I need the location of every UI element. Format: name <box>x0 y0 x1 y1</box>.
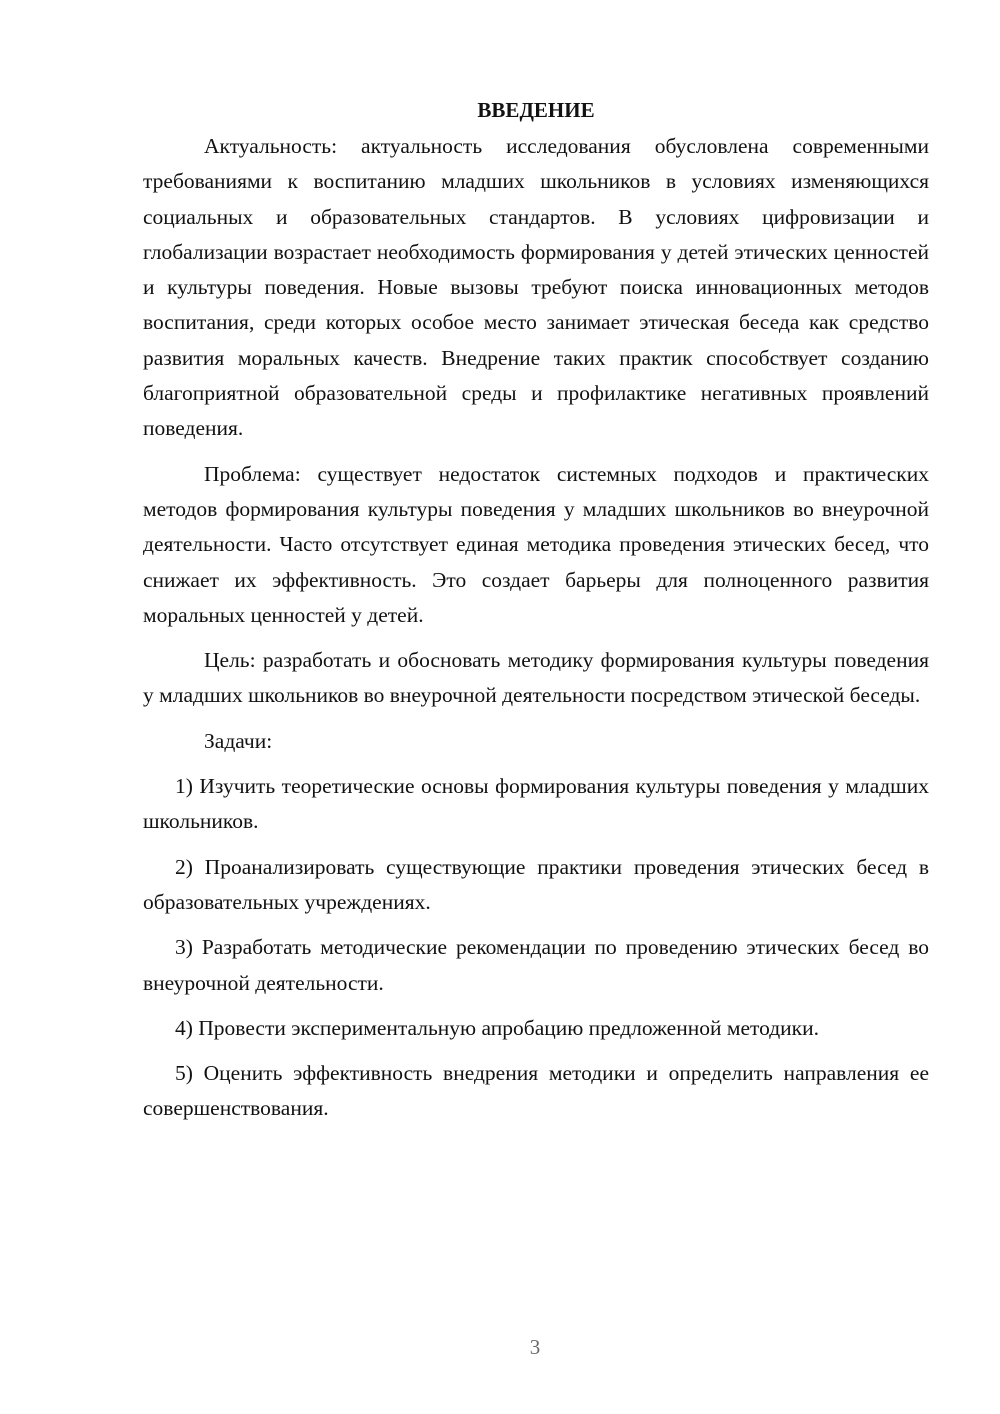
paragraph-tasks-heading: Задачи: <box>204 728 273 753</box>
task-item-5: 5) Оценить эффективность внедрения методики и определить направления ее совершенствования. <box>143 1061 929 1121</box>
task-item-1: 1) Изучить теоретические основы формирования культуры поведения у младших школьников. <box>143 774 929 834</box>
paragraph-goal: Цель: разработать и обосновать методику формирования культуры поведения у младших школьников во внеурочной деятельности посредством этической беседы. <box>143 648 929 708</box>
task-item-4: 4) Провести экспериментальную апробацию предложенной методики. <box>175 1015 820 1040</box>
task-item-2: 2) Проанализировать существующие практики проведения этических бесед в образовательных учреждениях. <box>143 854 929 914</box>
document-page <box>143 95 929 1137</box>
paragraph-relevance: Актуальность: актуальность исследования обусловлена современными требованиями к воспитанию младших школьников в условиях изменяющихся социальных и образовательных стандартов. В условиях цифровизации и глобализации возрастает необходимость формирования у детей этических ценностей и культуры поведения. Новые вызовы требуют поиска инновационных методов воспитания, среди которых особое место занимает этическая беседа как средство развития моральных качеств. Внедрение таких практик способствует созданию благоприятной образовательной среды и профилактике негативных проявлений поведения. <box>143 134 929 441</box>
paragraph-problem: Проблема: существует недостаток системных подходов и практических методов формирования культуры поведения у младших школьников во внеурочной деятельности. Часто отсутствует единая методика проведения этических бесед, что снижает их эффективность. Это создает барьеры для полноценного развития моральных ценностей у детей. <box>143 461 929 627</box>
task-item-3: 3) Разработать методические рекомендации по проведению этических бесед во внеурочной деятельности. <box>143 935 929 995</box>
page-number: 3 <box>529 1335 541 1359</box>
section-title: ВВЕДЕНИЕ <box>477 98 595 122</box>
